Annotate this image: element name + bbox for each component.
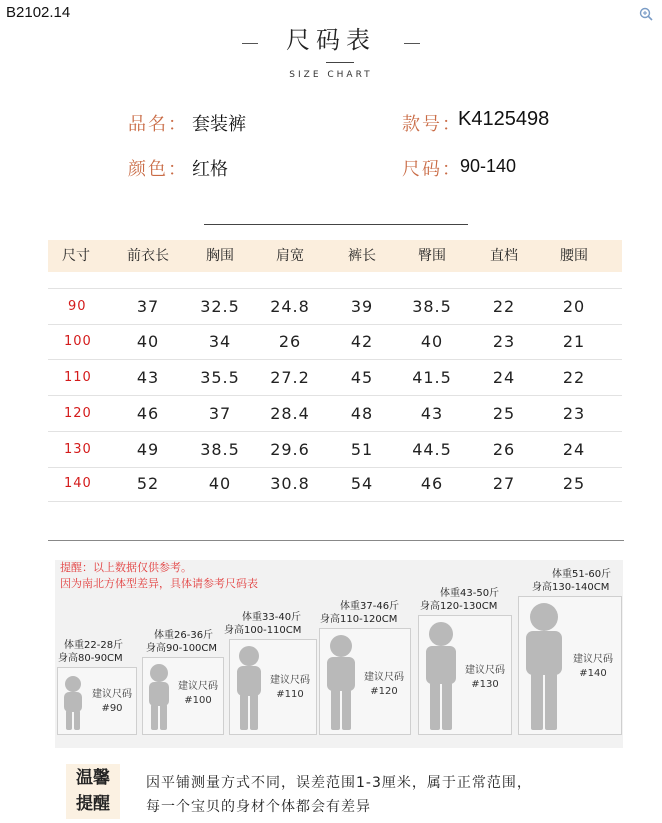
child-silhouette-icon — [422, 620, 460, 732]
title-dash-right — [404, 43, 420, 44]
header-cell: 裤长 — [348, 248, 376, 264]
name-value: 套装裤 — [192, 114, 246, 135]
product-code: B2102.14 — [6, 4, 71, 21]
table-cell: 46 — [136, 404, 160, 423]
guide-size: #100 — [184, 695, 212, 706]
page-title-block — [0, 20, 662, 55]
guide-weight: 体重51-60斤 — [552, 569, 612, 580]
guide-box — [57, 667, 137, 735]
table-cell: 48 — [350, 404, 374, 423]
guide-size: #90 — [101, 703, 123, 714]
notice-line-2: 因为南北方体型差异，具体请参考尺码表 — [60, 577, 258, 590]
table-cell: 23 — [562, 404, 586, 423]
table-cell: 30.8 — [270, 474, 310, 493]
table-cell: 22 — [562, 368, 586, 387]
table-cell: 29.6 — [270, 440, 310, 459]
table-row — [48, 396, 622, 432]
table-cell: 43 — [136, 368, 160, 387]
title-dash-left — [242, 43, 258, 44]
table-cell: 52 — [136, 474, 160, 493]
size-cell: 90 — [68, 299, 87, 314]
table-cell: 21 — [562, 332, 586, 351]
size-cell: 130 — [64, 442, 92, 457]
size-cell: 140 — [64, 476, 92, 491]
table-cell: 38.5 — [412, 297, 452, 316]
table-cell: 22 — [492, 297, 516, 316]
table-row — [48, 288, 622, 325]
header-cell: 臀围 — [418, 248, 446, 264]
table-cell: 51 — [350, 440, 374, 459]
guide-height: 身高110-120CM — [320, 614, 398, 625]
guide-size: #110 — [276, 689, 304, 700]
guide-suggest: 建议尺码 — [178, 681, 218, 692]
section-separator — [48, 540, 624, 541]
table-cell: 40 — [136, 332, 160, 351]
tip-line-2: 每一个宝贝的身材个体都会有差异 — [146, 799, 371, 815]
table-cell: 23 — [492, 332, 516, 351]
guide-box — [229, 639, 317, 735]
style-label: 款号： — [402, 114, 462, 135]
guide-suggest: 建议尺码 — [364, 672, 404, 683]
guide-weight: 体重22-28斤 — [64, 640, 124, 651]
color-value: 红格 — [192, 159, 228, 180]
guide-box — [142, 657, 224, 735]
table-cell: 20 — [562, 297, 586, 316]
guide-box — [319, 628, 411, 735]
guide-size: #120 — [370, 686, 398, 697]
table-cell: 54 — [350, 474, 374, 493]
guide-height: 身高100-110CM — [224, 625, 302, 636]
guide-suggest: 建议尺码 — [465, 665, 505, 676]
table-row — [48, 432, 622, 468]
table-cell: 37 — [136, 297, 160, 316]
size-label: 尺码： — [402, 159, 462, 180]
header-cell: 前衣长 — [127, 248, 169, 264]
guide-suggest: 建议尺码 — [92, 689, 132, 700]
header-cell: 胸围 — [206, 248, 234, 264]
table-cell: 40 — [420, 332, 444, 351]
style-value: K4125498 — [458, 108, 550, 130]
guide-height: 身高130-140CM — [532, 582, 610, 593]
table-cell: 46 — [420, 474, 444, 493]
guide-weight: 体重26-36斤 — [154, 630, 214, 641]
guide-suggest: 建议尺码 — [573, 654, 613, 665]
table-cell: 24 — [492, 368, 516, 387]
table-row — [48, 360, 622, 396]
guide-height: 身高120-130CM — [420, 601, 498, 612]
table-row — [48, 466, 622, 502]
table-cell: 40 — [208, 474, 232, 493]
table-cell: 44.5 — [412, 440, 452, 459]
title-underline — [326, 62, 354, 63]
table-cell: 25 — [562, 474, 586, 493]
table-cell: 26 — [278, 332, 302, 351]
header-cell: 腰围 — [560, 248, 588, 264]
table-cell: 25 — [492, 404, 516, 423]
table-cell: 37 — [208, 404, 232, 423]
table-cell: 42 — [350, 332, 374, 351]
color-label: 颜色： — [128, 159, 188, 180]
child-silhouette-icon — [522, 601, 566, 732]
size-cell: 110 — [64, 370, 92, 385]
table-cell: 28.4 — [270, 404, 310, 423]
table-cell: 38.5 — [200, 440, 240, 459]
guide-suggest: 建议尺码 — [270, 675, 310, 686]
table-cell: 35.5 — [200, 368, 240, 387]
size-value: 90-140 — [460, 156, 517, 176]
table-row — [48, 324, 622, 360]
table-cell: 49 — [136, 440, 160, 459]
name-label: 品名： — [128, 114, 188, 135]
table-cell: 45 — [350, 368, 374, 387]
table-cell: 24 — [562, 440, 586, 459]
size-cell: 120 — [64, 406, 92, 421]
page-subtitle: SIZE CHART — [289, 70, 373, 80]
table-cell: 26 — [492, 440, 516, 459]
guide-size: #130 — [471, 679, 499, 690]
table-cell: 27 — [492, 474, 516, 493]
header-cell: 尺寸 — [62, 248, 90, 264]
section-divider — [204, 224, 468, 225]
guide-box — [518, 596, 622, 735]
header-cell: 肩宽 — [276, 248, 304, 264]
notice-line-1: 提醒：以上数据仅供参考。 — [60, 561, 192, 574]
tip-line-1: 因平铺测量方式不同，误差范围1-3厘米，属于正常范围， — [146, 775, 532, 791]
page-title: 尺码表 — [286, 26, 376, 54]
guide-weight: 体重37-46斤 — [340, 601, 400, 612]
child-silhouette-icon — [323, 633, 359, 732]
table-cell: 39 — [350, 297, 374, 316]
guide-size: #140 — [579, 668, 607, 679]
table-cell: 41.5 — [412, 368, 452, 387]
table-cell: 27.2 — [270, 368, 310, 387]
table-cell: 32.5 — [200, 297, 240, 316]
size-cell: 100 — [64, 334, 92, 349]
tip-badge-line-2: 提醒 — [76, 794, 110, 814]
guide-weight: 体重43-50斤 — [440, 588, 500, 599]
table-cell: 34 — [208, 332, 232, 351]
table-cell: 43 — [420, 404, 444, 423]
header-cell: 直档 — [490, 248, 518, 264]
guide-weight: 体重33-40斤 — [242, 612, 302, 623]
guide-height: 身高80-90CM — [58, 653, 123, 664]
tip-badge — [66, 764, 120, 819]
child-silhouette-icon — [233, 644, 265, 732]
tip-badge-line-1: 温馨 — [76, 768, 110, 788]
guide-height: 身高90-100CM — [146, 643, 218, 654]
guide-box — [418, 615, 512, 735]
table-cell: 24.8 — [270, 297, 310, 316]
size-table-header — [48, 240, 622, 272]
child-silhouette-icon — [60, 674, 86, 732]
child-silhouette-icon — [145, 662, 173, 732]
